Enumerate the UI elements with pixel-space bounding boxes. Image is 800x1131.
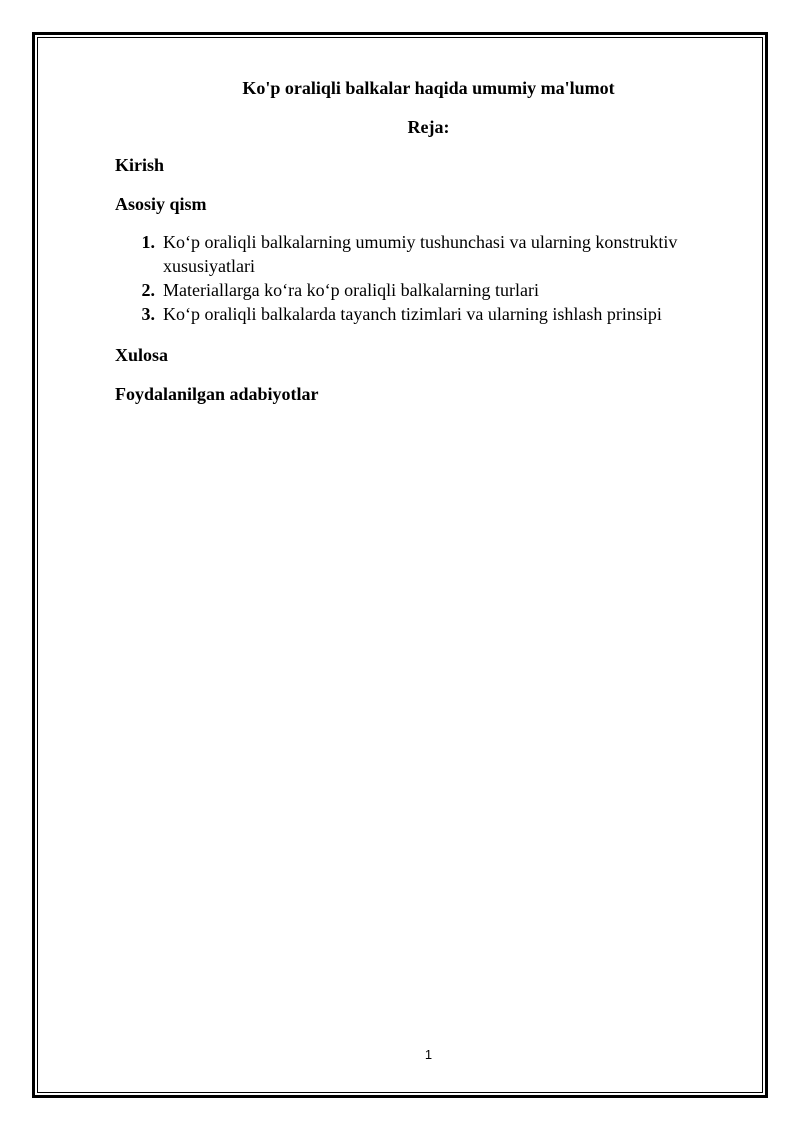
plan-heading: Reja: xyxy=(407,117,450,137)
plan-item xyxy=(115,278,715,302)
plan-item-number: 1. xyxy=(141,232,155,252)
section-intro: Kirish xyxy=(115,155,165,175)
section-conclusion: Xulosa xyxy=(115,345,169,365)
plan-item xyxy=(115,230,715,278)
plan-item-number: 2. xyxy=(141,280,155,300)
plan-item-text: Ko‘p oraliqli balkalarning umumiy tushunchasi va ularning konstruktiv xususiyatlari xyxy=(163,232,678,276)
plan-item-text: Materiallarga ko‘ra ko‘p oraliqli balkalarning turlari xyxy=(163,280,540,300)
section-main: Asosiy qism xyxy=(115,194,207,214)
page-number: 1 xyxy=(424,1047,433,1062)
plan-list xyxy=(115,230,715,326)
document-title: Ko'p oraliqli balkalar haqida umumiy ma'lumot xyxy=(242,78,615,98)
section-references: Foydalanilgan adabiyotlar xyxy=(115,384,319,404)
plan-item-number: 3. xyxy=(141,304,155,324)
plan-item-text: Ko‘p oraliqli balkalarda tayanch tizimlari va ularning ishlash prinsipi xyxy=(163,304,662,324)
plan-item xyxy=(115,302,715,326)
